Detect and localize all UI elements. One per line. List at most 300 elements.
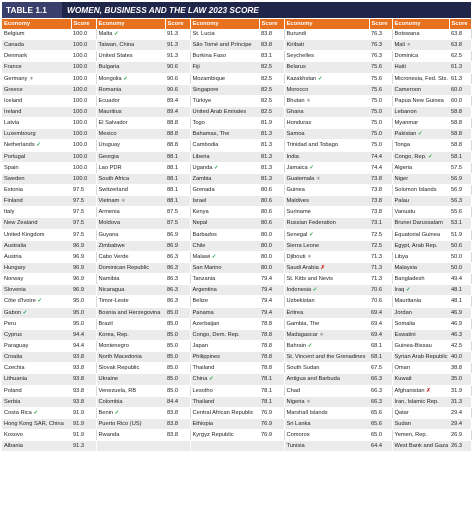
economy-cell (2, 385, 71, 396)
economy-cell (96, 396, 165, 407)
table-row (2, 418, 471, 429)
score-cell: 100.0 (71, 140, 96, 151)
economy-cell (392, 218, 449, 229)
table-row (2, 62, 471, 73)
economy-name: Mexico (98, 131, 117, 138)
score-cell: 93.8 (71, 352, 96, 363)
asterisk-icon: ∗ (306, 97, 311, 104)
economy-name: Kosovo (4, 432, 23, 439)
economy-cell (392, 396, 449, 407)
economy-cell (392, 29, 449, 40)
economy-cell (96, 240, 165, 251)
economy-cell (392, 51, 449, 62)
economy-name: Bosnia and Herzegovina (98, 309, 161, 316)
economy-name: Romania (98, 86, 122, 93)
score-cell: 81.3 (259, 129, 284, 140)
economy-cell (190, 95, 259, 106)
economy-cell (284, 262, 369, 273)
improved-check-icon: ✓ (417, 131, 423, 138)
score-cell: 35.0 (449, 374, 471, 385)
economy-name: Comoros (286, 432, 310, 439)
economy-name: Iceland (4, 97, 23, 104)
economy-name: Barbados (192, 231, 217, 238)
score-cell: 46.9 (449, 318, 471, 329)
score-cell: 80.6 (259, 196, 284, 207)
economy-cell (190, 318, 259, 329)
economy-name: Israel (192, 198, 207, 205)
score-cell: 46.3 (449, 329, 471, 340)
economy-cell (392, 84, 449, 95)
economy-cell (190, 374, 259, 385)
economy-cell (190, 296, 259, 307)
economy-cell (2, 29, 71, 40)
economy-cell (96, 307, 165, 318)
economy-name: Myanmar (394, 120, 419, 127)
economy-cell (190, 329, 259, 340)
economy-cell (392, 173, 449, 184)
header-row (2, 19, 471, 29)
economy-cell (96, 251, 165, 262)
economy-cell (96, 196, 165, 207)
economy-cell (96, 430, 165, 441)
economy-cell (284, 396, 369, 407)
economy-cell (392, 251, 449, 262)
economy-cell (96, 129, 165, 140)
score-cell: 85.0 (165, 307, 190, 318)
economy-cell (190, 207, 259, 218)
improved-check-icon: ✓ (33, 409, 39, 416)
economy-cell (2, 40, 71, 51)
score-cell: 85.0 (165, 352, 190, 363)
economy-cell (190, 184, 259, 195)
economy-cell (2, 418, 71, 429)
economy-name: Lao PDR (98, 164, 122, 171)
economy-cell (190, 29, 259, 40)
economy-cell (392, 352, 449, 363)
score-cell: 88.8 (165, 129, 190, 140)
score-cell: 100.0 (71, 95, 96, 106)
economy-name: Brazil (98, 320, 113, 327)
economy-cell (2, 396, 71, 407)
economy-name: Yemen, Rep. (394, 432, 428, 439)
score-cell: 31.9 (449, 385, 471, 396)
economy-cell (96, 140, 165, 151)
economy-cell (96, 184, 165, 195)
score-cell: 100.0 (71, 162, 96, 173)
economy-cell (284, 51, 369, 62)
economy-cell (2, 430, 71, 441)
score-cell: 100.0 (71, 51, 96, 62)
economy-cell (284, 374, 369, 385)
economy-cell (284, 251, 369, 262)
score-cell: 56.3 (449, 196, 471, 207)
economy-name: Oman (394, 365, 410, 372)
economy-cell (190, 84, 259, 95)
score-cell: 87.5 (165, 207, 190, 218)
economy-name: Congo, Dem. Rep. (192, 331, 240, 338)
table-row (2, 95, 471, 106)
economy-cell (284, 173, 369, 184)
economy-cell (284, 62, 369, 73)
economy-cell (2, 441, 71, 452)
economy-name: Palau (394, 198, 410, 205)
economy-name: Liberia (192, 153, 210, 160)
economy-cell (96, 262, 165, 273)
economy-name: Peru (4, 320, 17, 327)
economy-cell (2, 251, 71, 262)
score-cell: 88.8 (165, 140, 190, 151)
economy-cell (392, 262, 449, 273)
economy-cell (2, 407, 71, 418)
economy-cell (2, 162, 71, 173)
economy-name: San Marino (192, 265, 222, 272)
score-cell: 50.6 (449, 240, 471, 251)
score-cell: 82.5 (259, 62, 284, 73)
score-cell: 88.1 (165, 162, 190, 173)
economy-name: Burundi (286, 31, 307, 38)
score-cell: 80.6 (259, 184, 284, 195)
score-cell: 70.6 (369, 285, 392, 296)
economy-cell (190, 51, 259, 62)
economy-name: Singapore (192, 86, 219, 93)
score-cell: 85.0 (165, 329, 190, 340)
score-cell: 89.4 (165, 95, 190, 106)
improved-check-icon: ✓ (308, 231, 314, 238)
economy-name: Rwanda (98, 432, 120, 439)
economy-name: India (286, 153, 299, 160)
asterisk-icon: ∗ (28, 75, 34, 82)
score-cell: 82.5 (259, 84, 284, 95)
economy-cell (96, 73, 165, 84)
economy-cell (96, 441, 165, 452)
score-cell: 70.6 (369, 296, 392, 307)
economy-cell (2, 173, 71, 184)
economy-name: North Macedonia (98, 354, 142, 361)
economy-name: Tanzania (192, 276, 216, 283)
economy-cell (96, 340, 165, 351)
score-cell: 58.1 (449, 151, 471, 162)
score-cell: 61.3 (449, 62, 471, 73)
improved-check-icon: ✓ (114, 409, 120, 416)
score-cell: 80.0 (259, 262, 284, 273)
score-cell: 78.8 (259, 318, 284, 329)
economy-cell (190, 118, 259, 129)
economy-cell (284, 296, 369, 307)
score-cell: 78.1 (259, 385, 284, 396)
economy-name: Thailand (192, 398, 215, 405)
economy-cell (2, 329, 71, 340)
score-cell: 73.1 (369, 218, 392, 229)
economy-cell (392, 318, 449, 329)
economy-cell (392, 184, 449, 195)
table-row (2, 162, 471, 173)
economy-name: Vanuatu (394, 209, 416, 216)
score-cell: 78.8 (259, 363, 284, 374)
score-cell: 29.4 (449, 407, 471, 418)
score-cell: 67.5 (369, 363, 392, 374)
economy-cell (190, 430, 259, 441)
score-cell: 95.0 (71, 296, 96, 307)
score-cell: 56.9 (449, 184, 471, 195)
economy-name: Mauritius (98, 109, 122, 116)
economy-name: Morocco (286, 86, 309, 93)
economy-name: Malta (98, 31, 113, 38)
economy-name: United States (98, 53, 133, 60)
economy-cell (2, 240, 71, 251)
economy-cell (284, 274, 369, 285)
asterisk-icon: ∗ (315, 175, 321, 182)
score-cell: 64.4 (369, 441, 392, 452)
score-cell: 55.6 (449, 207, 471, 218)
table-row (2, 407, 471, 418)
table-row (2, 229, 471, 240)
score-cell: 79.4 (259, 307, 284, 318)
economy-cell (96, 29, 165, 40)
header-score-5: Score (449, 19, 471, 29)
economy-name: Estonia (4, 187, 23, 194)
table-row (2, 363, 471, 374)
score-cell: 86.3 (165, 262, 190, 273)
economy-name: Spain (4, 164, 19, 171)
header-score-1: Score (71, 19, 96, 29)
economy-cell (284, 307, 369, 318)
economy-cell (284, 430, 369, 441)
score-cell: 75.0 (369, 140, 392, 151)
economy-name: Maldives (286, 198, 309, 205)
score-cell: 78.8 (259, 340, 284, 351)
score-cell: 81.3 (259, 162, 284, 173)
economy-name: Brunei Darussalam (394, 220, 443, 227)
score-cell: 61.3 (449, 73, 471, 84)
economy-name: Uruguay (98, 142, 120, 149)
economy-name: Hungary (4, 265, 26, 272)
economy-cell (284, 207, 369, 218)
economy-name: Botswana (394, 31, 420, 38)
score-cell: 73.8 (369, 184, 392, 195)
score-cell: 95.0 (71, 318, 96, 329)
economy-name: Jordan (394, 309, 412, 316)
score-cell: 78.1 (259, 396, 284, 407)
score-cell: 79.4 (259, 285, 284, 296)
economy-cell (190, 173, 259, 184)
score-cell: 78.1 (259, 374, 284, 385)
score-cell: 76.9 (259, 407, 284, 418)
score-cell: 80.6 (259, 218, 284, 229)
economy-cell (190, 274, 259, 285)
economy-cell (190, 340, 259, 351)
economy-name: Netherlands (4, 142, 35, 149)
score-cell: 69.4 (369, 318, 392, 329)
economy-cell (190, 441, 259, 452)
economy-name: Equatorial Guinea (394, 231, 441, 238)
score-cell: 50.0 (449, 262, 471, 273)
economy-cell (284, 407, 369, 418)
economy-cell (392, 40, 449, 51)
economy-name: France (4, 64, 22, 71)
table-row (2, 430, 471, 441)
economy-cell (392, 240, 449, 251)
economy-cell (392, 73, 449, 84)
economy-cell (392, 418, 449, 429)
header-economy-5: Economy (392, 19, 449, 29)
economy-cell (190, 40, 259, 51)
economy-name: Montenegro (98, 343, 129, 349)
economy-name: Tonga (394, 142, 410, 149)
economy-name: Australia (4, 242, 27, 249)
economy-name: Austria (4, 253, 22, 260)
score-cell: 83.8 (259, 29, 284, 40)
economy-name: Kuwait (394, 376, 412, 383)
economy-cell (392, 151, 449, 162)
economy-name: New Zealand (4, 220, 38, 227)
economy-cell (284, 352, 369, 363)
economy-cell (96, 118, 165, 129)
economy-cell (2, 106, 71, 117)
economy-cell (2, 352, 71, 363)
header-economy-2: Economy (96, 19, 165, 29)
score-cell: 80.6 (259, 207, 284, 218)
economy-name: Malawi (192, 253, 211, 260)
economy-name: Chad (286, 387, 301, 394)
economy-name: Nigeria (286, 398, 305, 405)
economy-name: Mauritania (394, 298, 422, 305)
score-cell: 84.4 (165, 396, 190, 407)
economy-name: Solomon Islands (394, 187, 437, 194)
score-cell: 71.3 (369, 274, 392, 285)
economy-name: Zimbabwe (98, 242, 125, 249)
economy-cell (392, 296, 449, 307)
score-cell: 76.9 (259, 430, 284, 441)
score-cell: 90.6 (165, 84, 190, 95)
economy-cell (284, 118, 369, 129)
economy-cell (284, 329, 369, 340)
economy-cell (392, 340, 449, 351)
economy-cell (96, 84, 165, 95)
score-cell: 53.1 (449, 218, 471, 229)
score-cell: 90.6 (165, 73, 190, 84)
score-cell: 68.1 (369, 340, 392, 351)
economy-name: Afghanistan (394, 387, 425, 394)
improved-check-icon: ✓ (123, 75, 128, 82)
score-cell: 97.5 (71, 218, 96, 229)
economy-name: Nepal (192, 220, 208, 227)
economy-cell (284, 40, 369, 51)
table-row (2, 340, 471, 351)
economy-name: China (192, 376, 208, 383)
table-row (2, 84, 471, 95)
economy-cell (284, 95, 369, 106)
table-row (2, 274, 471, 285)
economy-cell (96, 151, 165, 162)
economy-name: Timor-Leste (98, 298, 129, 305)
score-cell: 72.5 (369, 229, 392, 240)
economy-cell (96, 51, 165, 62)
economy-name: Iran, Islamic Rep. (394, 398, 439, 405)
economy-name: United Arab Emirates (192, 109, 247, 116)
economy-cell (96, 385, 165, 396)
economy-name: Jamaica (286, 164, 308, 171)
economy-cell (2, 51, 71, 62)
economy-cell (96, 62, 165, 73)
score-cell: 91.3 (165, 29, 190, 40)
economy-name: Philippines (192, 354, 221, 361)
economy-name: Colombia (98, 398, 123, 405)
economy-cell (392, 307, 449, 318)
score-cell: 100.0 (71, 29, 96, 40)
score-cell: 96.9 (71, 274, 96, 285)
score-cell: 97.5 (71, 196, 96, 207)
economy-cell (284, 184, 369, 195)
economy-name: South Sudan (286, 365, 320, 372)
economy-name: St. Lucia (192, 31, 215, 38)
score-cell: 100.0 (71, 106, 96, 117)
score-cell: 83.8 (165, 407, 190, 418)
table-title-bar (2, 2, 471, 18)
score-cell: 82.5 (259, 73, 284, 84)
score-cell: 78.8 (259, 329, 284, 340)
economy-cell (190, 73, 259, 84)
score-cell: 65.6 (369, 418, 392, 429)
score-cell: 56.9 (449, 173, 471, 184)
economy-cell (96, 95, 165, 106)
economy-cell (284, 340, 369, 351)
economy-name: Papua New Guinea (394, 97, 444, 104)
economy-name: South Africa (98, 175, 130, 182)
score-cell: 85.0 (165, 385, 190, 396)
score-cell: 66.3 (369, 374, 392, 385)
score-cell: 75.6 (369, 84, 392, 95)
table-row (2, 396, 471, 407)
asterisk-icon: ∗ (306, 398, 311, 405)
economy-name: Belgium (4, 31, 25, 38)
economy-name: Mongolia (98, 75, 122, 82)
economy-name: Belize (192, 298, 208, 305)
economy-name: Saudi Arabia (286, 265, 319, 272)
economy-cell (2, 129, 71, 140)
economy-cell (392, 374, 449, 385)
score-cell: 100.0 (71, 84, 96, 95)
economy-name: Panama (192, 309, 214, 316)
economy-cell (96, 173, 165, 184)
economy-cell (284, 106, 369, 117)
score-cell: 81.3 (259, 173, 284, 184)
economy-cell (392, 285, 449, 296)
economy-name: Finland (4, 198, 23, 205)
economy-name: Trinidad and Tobago (286, 142, 339, 149)
asterisk-icon: ∗ (406, 42, 412, 49)
economy-name: Ethiopia (192, 420, 214, 427)
economy-name: Sweden (4, 175, 25, 182)
score-cell: 75.6 (369, 62, 392, 73)
table-row (2, 29, 471, 40)
table-row (2, 51, 471, 62)
table-row (2, 262, 471, 273)
economy-cell (96, 318, 165, 329)
economy-cell (96, 274, 165, 285)
economy-name: Gambia, The (286, 320, 320, 327)
score-cell: 75.0 (369, 106, 392, 117)
score-cell: 50.0 (449, 251, 471, 262)
economy-name: Namibia (98, 276, 120, 283)
score-cell: 71.3 (369, 262, 392, 273)
economy-name: São Tomé and Príncipe (192, 42, 252, 49)
economy-name: Cameroon (394, 86, 422, 93)
improved-check-icon: ✓ (37, 298, 43, 305)
score-cell: 86.9 (165, 240, 190, 251)
score-cell: 91.3 (165, 51, 190, 62)
economy-cell (190, 140, 259, 151)
economy-cell (284, 29, 369, 40)
